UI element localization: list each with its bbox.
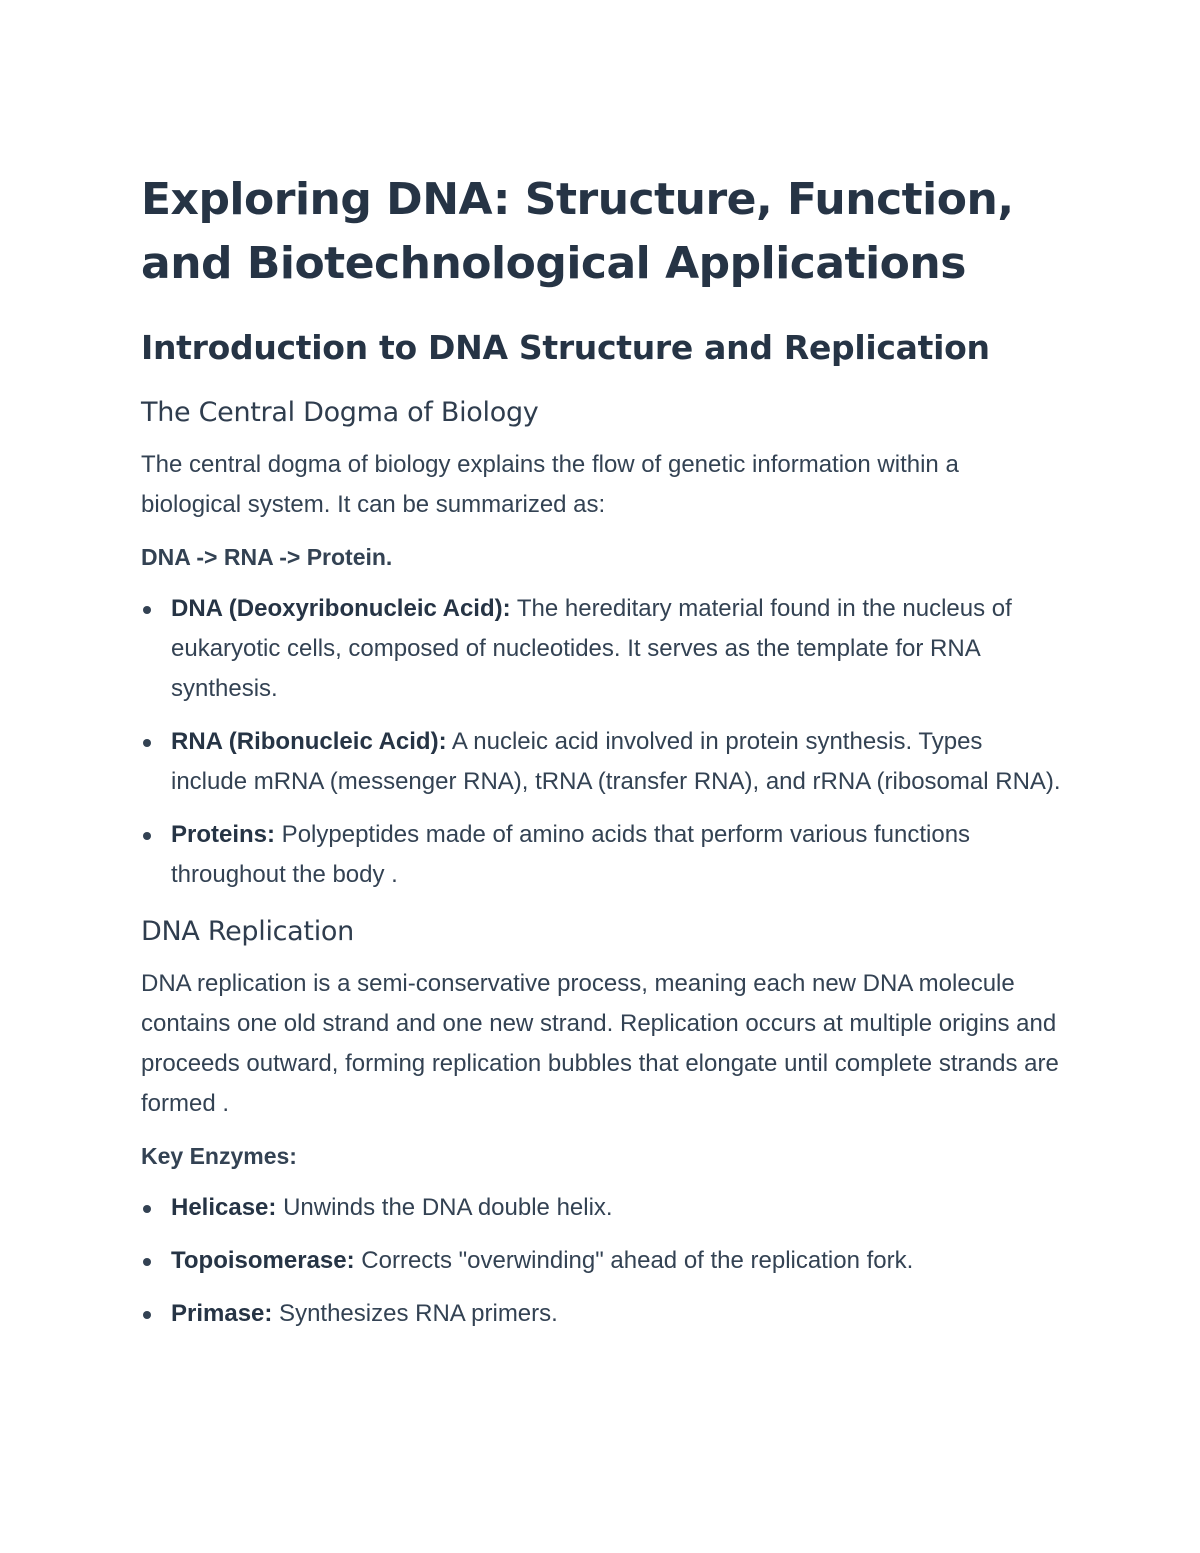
- list-item-text: The hereditary material found in the nucleus of eukaryotic cells, composed of nucleotides. It serves as the template for RNA synthesis.: [171, 595, 1012, 702]
- bullet-icon: [143, 606, 151, 614]
- bullet-icon: [143, 1205, 151, 1213]
- bullet-icon: [143, 739, 151, 747]
- replication-heading: DNA Replication: [141, 916, 354, 947]
- replication-paragraph: DNA replication is a semi-conservative process, meaning each new DNA molecule contains one old strand and one new strand. Replication occurs at multiple origins and proceeds outward, forming replication bubbles that elongate until complete strands are formed .: [141, 970, 1059, 1117]
- list-item-term: Helicase:: [171, 1194, 277, 1221]
- list-item-text: Corrects "overwinding" ahead of the replication fork.: [354, 1247, 914, 1274]
- document-title: Exploring DNA: Structure, Function, and Biotechnological Applications: [141, 174, 1014, 289]
- list-item-text: A nucleic acid involved in protein synthesis. Types include mRNA (messenger RNA), tRNA (transfer RNA), and rRNA (ribosomal RNA).: [171, 728, 1061, 795]
- list-item-term: Proteins:: [171, 821, 276, 848]
- bullet-icon: [143, 1258, 151, 1266]
- list-item-text: Synthesizes RNA primers.: [272, 1300, 558, 1327]
- list-item: [141, 722, 1061, 802]
- list-item-term: DNA (Deoxyribonucleic Acid):: [171, 595, 511, 622]
- central-dogma-summary: DNA -> RNA -> Protein.: [141, 544, 393, 570]
- list-item-term: Topoisomerase:: [171, 1247, 355, 1274]
- key-enzymes-label: Key Enzymes:: [141, 1143, 297, 1169]
- document-page: [141, 168, 1061, 1347]
- list-item-term: RNA (Ribonucleic Acid):: [171, 728, 447, 755]
- list-item: [141, 1294, 1061, 1334]
- list-item: [141, 815, 1061, 895]
- list-item: [141, 589, 1061, 709]
- list-item: [141, 1188, 1061, 1228]
- bullet-icon: [143, 1311, 151, 1319]
- central-dogma-heading: The Central Dogma of Biology: [141, 397, 539, 428]
- list-item: [141, 1241, 1061, 1281]
- central-dogma-intro: The central dogma of biology explains the flow of genetic information within a biological system. It can be summarized as:: [141, 451, 959, 518]
- list-item-term: Primase:: [171, 1300, 273, 1327]
- list-item-text: Unwinds the DNA double helix.: [276, 1194, 613, 1221]
- enzymes-list: [141, 1188, 1061, 1334]
- section-heading: Introduction to DNA Structure and Replication: [141, 328, 990, 367]
- list-item-text: Polypeptides made of amino acids that perform various functions throughout the body .: [171, 821, 971, 888]
- central-dogma-list: [141, 589, 1061, 895]
- bullet-icon: [143, 832, 151, 840]
